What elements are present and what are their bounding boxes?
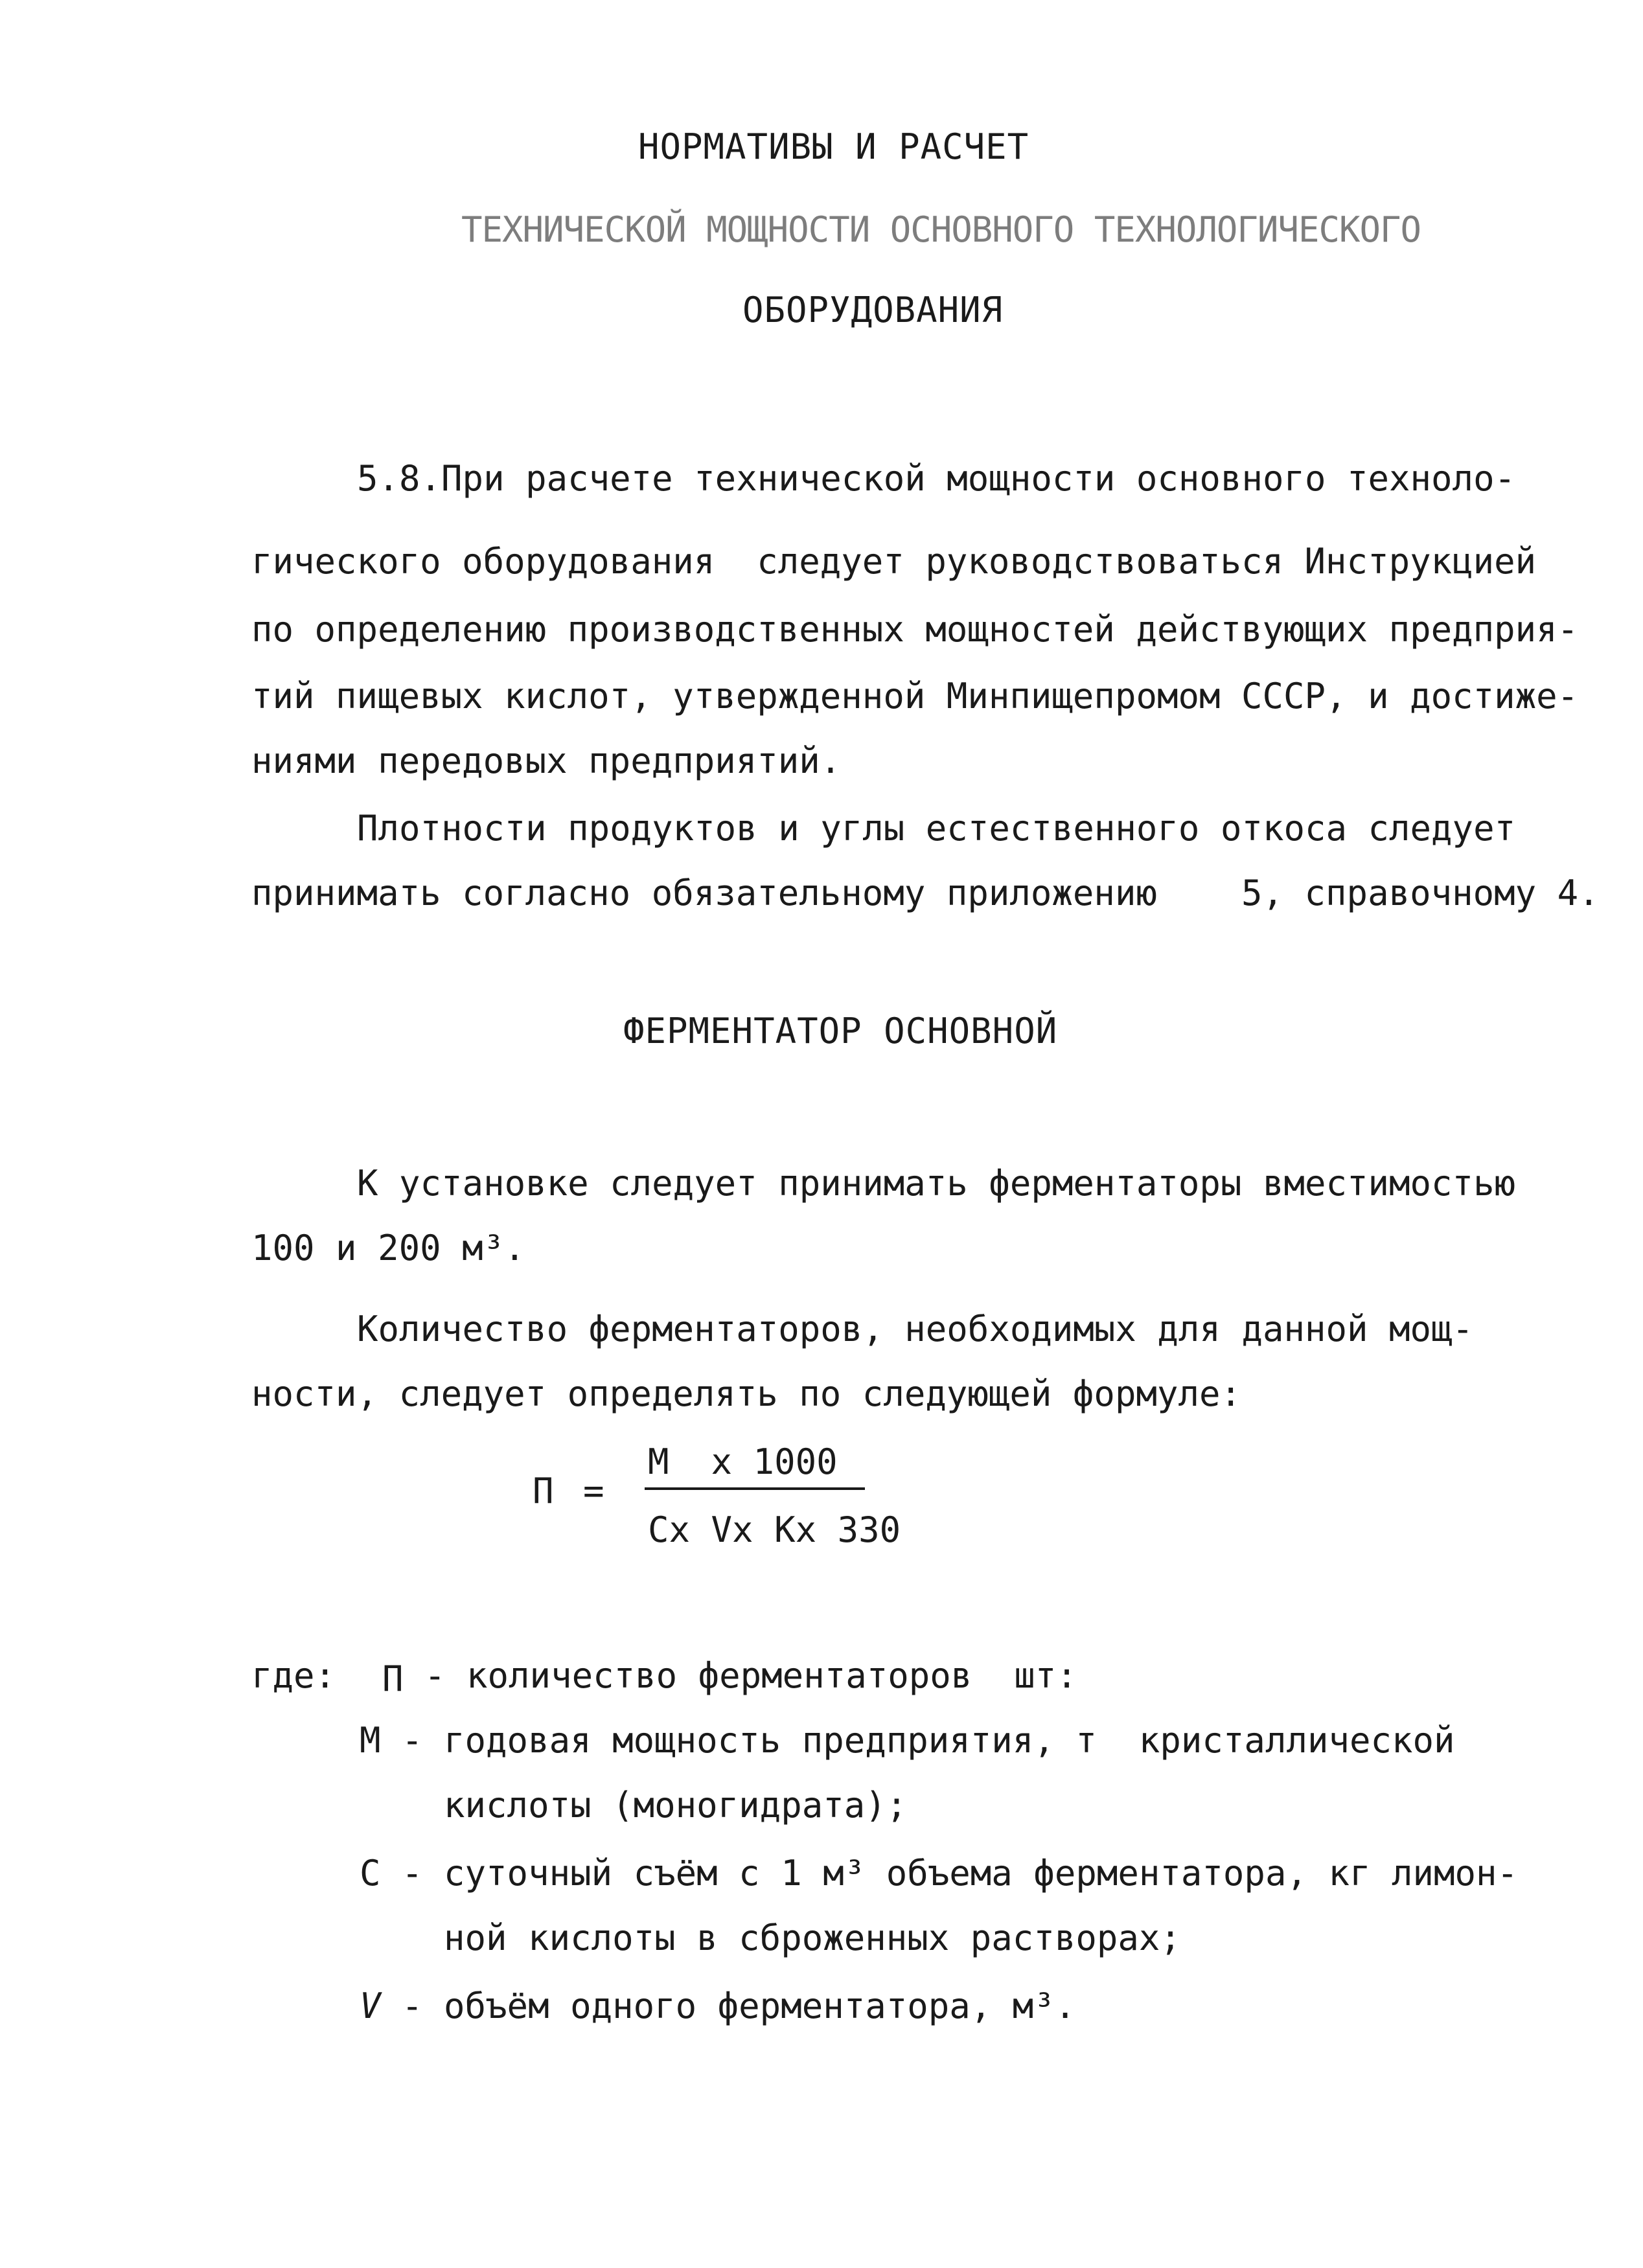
formula-lhs: П bbox=[533, 1471, 554, 1511]
paragraph-line: Количество ферментаторов, необходимых для данной мощ- bbox=[357, 1309, 1474, 1349]
fraction-bar bbox=[645, 1487, 865, 1490]
paragraph-line: ниями передовых предприятий. bbox=[251, 740, 842, 781]
title-line-3: ОБОРУДОВАНИЯ bbox=[742, 290, 1004, 330]
legend-text: - количество ферментаторов шт: bbox=[424, 1655, 1077, 1696]
section-heading: ФЕРМЕНТАТОР ОСНОВНОЙ bbox=[623, 1011, 1058, 1051]
title-line-1: НОРМАТИВЫ И РАСЧЕТ bbox=[638, 126, 1029, 167]
formula-denominator: Сх Vх Кх 330 bbox=[648, 1509, 901, 1550]
paragraph-line: К установке следует принимать ферментаторы вместимостью bbox=[357, 1163, 1516, 1204]
paragraph-line: по определению производственных мощностей действующих предприя- bbox=[251, 609, 1579, 650]
legend-text: ной кислоты в сброженных растворах; bbox=[402, 1918, 1181, 1958]
paragraph-line: гического оборудования следует руководствоваться Инструкцией bbox=[251, 541, 1537, 582]
legend-symbol: V bbox=[360, 1986, 381, 2026]
formula-numerator: М х 1000 bbox=[648, 1441, 838, 1482]
legend-symbol: С bbox=[360, 1853, 381, 1894]
legend-text: - суточный съём с 1 м³ объема ферментатора, кг лимон- bbox=[402, 1853, 1519, 1894]
legend-symbol: М bbox=[360, 1720, 381, 1761]
legend-symbol: П bbox=[382, 1658, 404, 1699]
paragraph-line: 5.8.При расчете технической мощности основного техноло- bbox=[357, 458, 1516, 499]
paragraph-line: Плотности продуктов и углы естественного откоса следует bbox=[357, 808, 1516, 849]
legend-intro: где: bbox=[251, 1655, 336, 1696]
paragraph-line: тий пищевых кислот, утвержденной Минпищепромом СССР, и достиже- bbox=[251, 676, 1579, 716]
legend-text: - объём одного ферментатора, м³. bbox=[402, 1986, 1076, 2026]
paragraph-line: 100 и 200 м³. bbox=[251, 1228, 525, 1268]
legend-text: кислоты (моногидрата); bbox=[402, 1785, 908, 1826]
legend-text: - годовая мощность предприятия, т кристаллической bbox=[402, 1720, 1455, 1761]
paragraph-line: принимать согласно обязательному приложению 5, справочному 4. bbox=[251, 873, 1600, 913]
formula-equals: = bbox=[583, 1471, 604, 1511]
paragraph-line: ности, следует определять по следующей формуле: bbox=[251, 1373, 1242, 1414]
title-line-2: ТЕХНИЧЕСКОЙ МОЩНОСТИ ОСНОВНОГО ТЕХНОЛОГИЧЕСКОГО bbox=[461, 209, 1421, 250]
